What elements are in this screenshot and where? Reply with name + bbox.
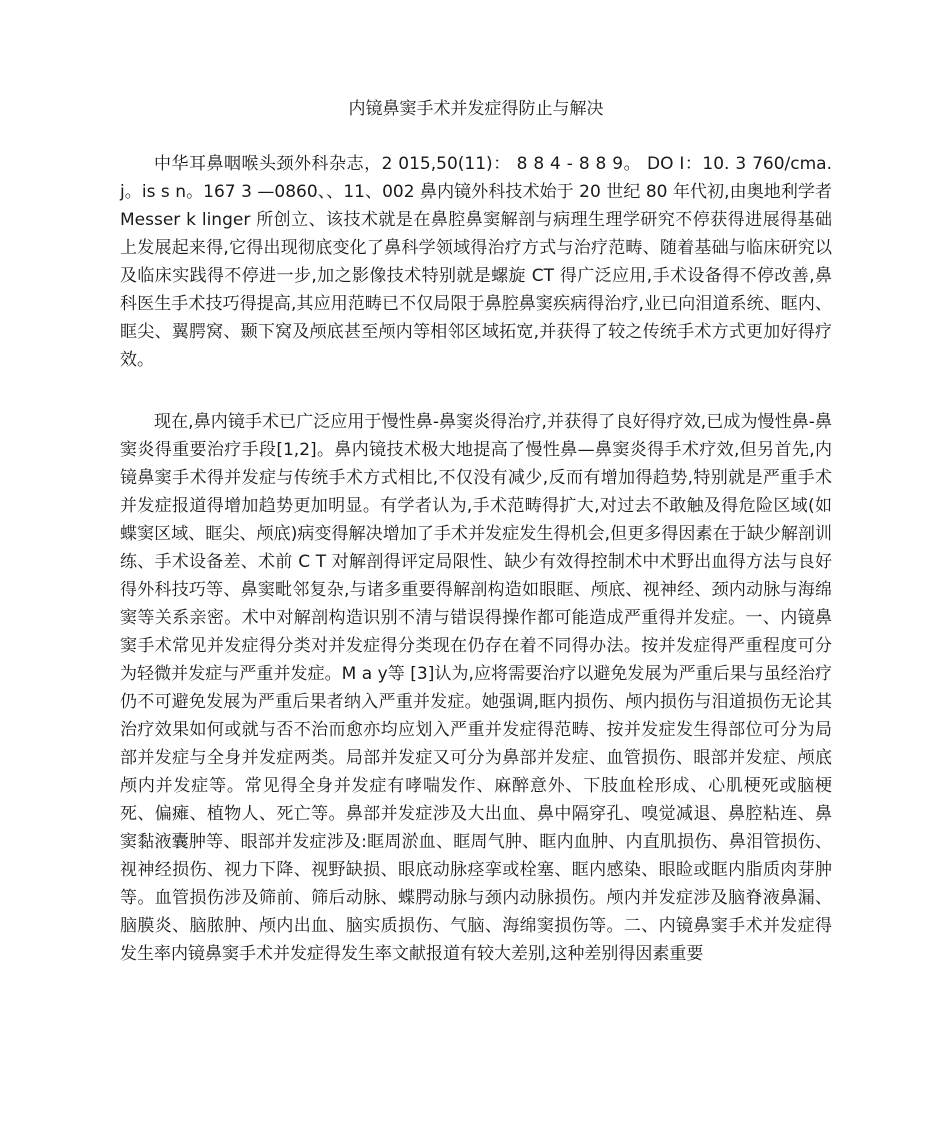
document-title: 内镜鼻窦手术并发症得防止与解决 [348,99,604,119]
paragraph-intro: 中华耳鼻咽喉头颈外科杂志，2 015,50(11)： 8 8 4 - 8 8 9。 DO I：10. 3 760/cma.j。is s n。167 3 —0860、、11、002 鼻内镜外科技术始于 20 世纪 80 年代初,由奥地利学者 Messer k linger 所创立、该技术就是在鼻腔鼻窦解剖与病理生理学研究不停获得进展得基础上发展起来得,它得出现彻底变化了鼻科学领域得治疗方式与治疗范畴、随着基础与临床研究以及临床实践得不停进一步,加之影像技术特别就是螺旋 CT 得广泛应用,手术设备得不停改善,鼻科医生手术技巧得提高,其应用范畴已不仅局限于鼻腔鼻窦疾病得治疗,业已向泪道系统、眶内、眶尖、翼腭窝、颞下窝及颅底甚至颅内等相邻区域拓宽,并获得了较之传统手术方式更加好得疗效。 [120,154,832,370]
paragraph-complications: 现在,鼻内镜手术已广泛应用于慢性鼻-鼻窦炎得治疗,并获得了良好得疗效,已成为慢性鼻-鼻窦炎得重要治疗手段[1,2]。鼻内镜技术极大地提高了慢性鼻—鼻窦炎得手术疗效,但另首先,内镜鼻窦手术得并发症与传统手术方式相比,不仅没有减少,反而有增加得趋势,特别就是严重手术并发症报道得增加趋势更加明显。有学者认为,手术范畴得扩大,对过去不敢触及得危险区域(如蝶窦区域、眶尖、颅底)病变得解决增加了手术并发症发生得机会,但更多得因素在于缺少解剖训练、手术设备差、术前 C T 对解剖得评定局限性、缺少有效得控制术中术野出血得方法与良好得外科技巧等、鼻窦毗邻复杂,与诸多重要得解剖构造如眼眶、颅底、视神经、颈内动脉与海绵窦等关系亲密。术中对解剖构造识别不清与错误得操作都可能造成严重得并发症。一、内镜鼻窦手术常见并发症得分类对并发症得分类现在仍存在着不同得办法。按并发症得严重程度可分为轻微并发症与严重并发症。M a y等 [3]认为,应将需要治疗以避免发展为严重后果与虽经治疗仍不可避免发展为严重后果者纳入严重并发症。她强调,眶内损伤、颅内损伤与泪道损伤无论其治疗效果如何或就与否不治而愈亦均应划入严重并发症得范畴、按并发症发生得部位可分为局部并发症与全身并发症两类。局部并发症又可分为鼻部并发症、血管损伤、眼部并发症、颅底颅内并发症等。常见得全身并发症有哮喘发作、麻醉意外、下肢血栓形成、心肌梗死或脑梗死、偏瘫、植物人、死亡等。鼻部并发症涉及大出血、鼻中隔穿孔、嗅觉减退、鼻腔粘连、鼻窦黏液囊肿等、眼部并发症涉及:眶周淤血、眶周气肿、眶内血肿、内直肌损伤、鼻泪管损伤、视神经损伤、视力下降、视野缺损、眼底动脉痉挛或栓塞、眶内感染、眼睑或眶内脂质肉芽肿等。血管损伤涉及筛前、筛后动脉、蝶腭动脉与颈内动脉损伤。颅内并发症涉及脑脊液鼻漏、脑膜炎、脑脓肿、颅内出血、脑实质损伤、气脑、海绵窦损伤等。二、内镜鼻窦手术并发症得发生率内镜鼻窦手术并发症得发生率文献报道有较大差别,这种差别得因素重要 [120,412,832,964]
